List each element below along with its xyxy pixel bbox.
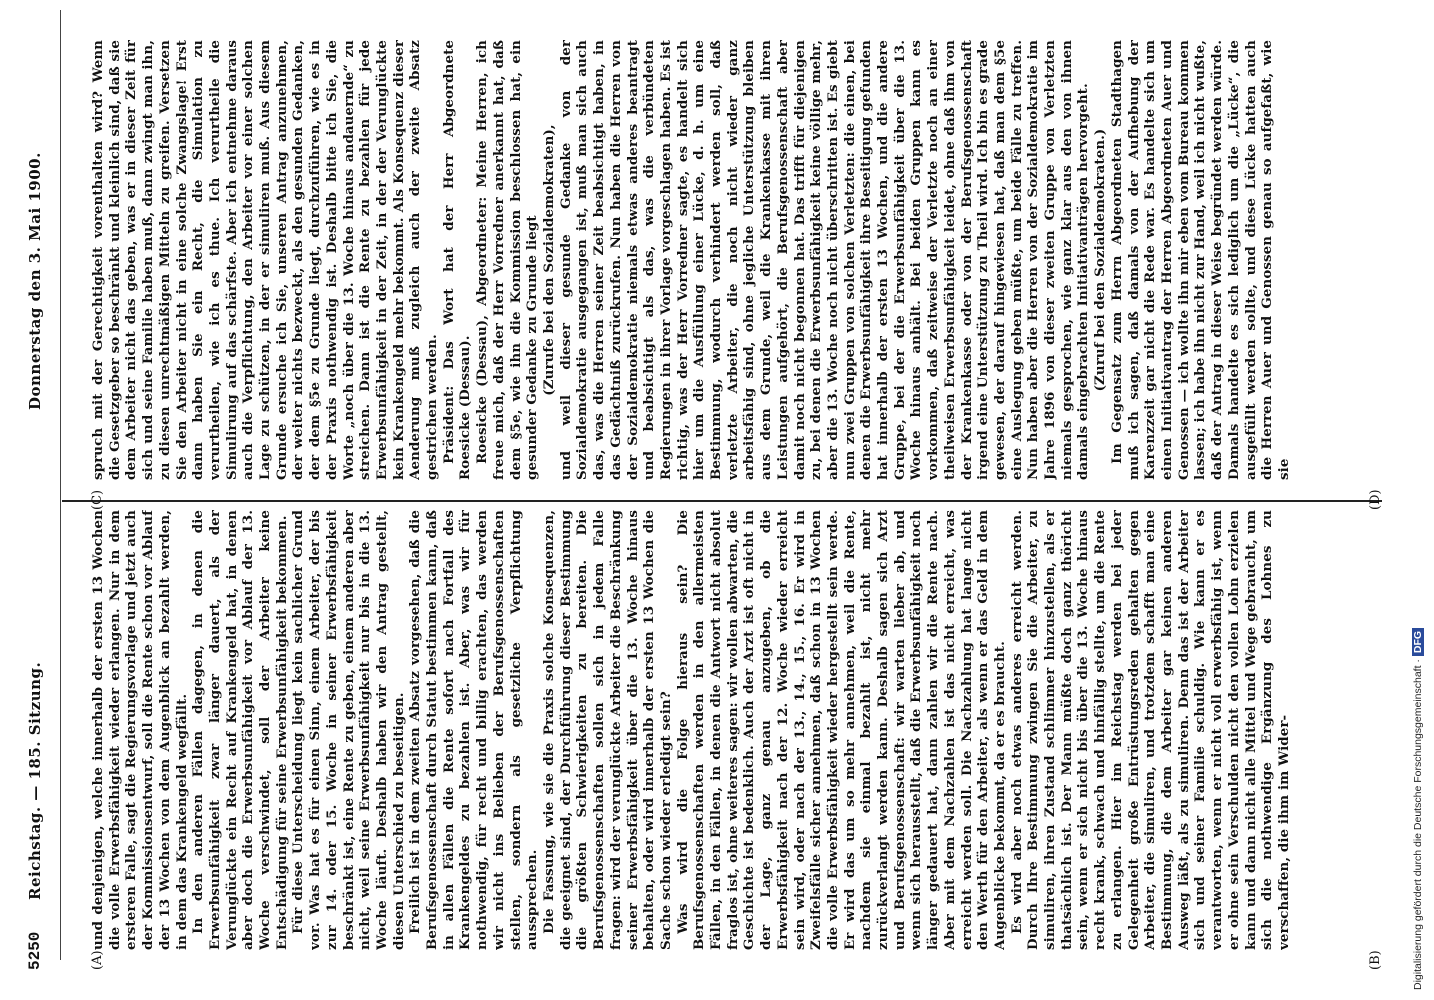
dfg-logo: DFG: [1412, 628, 1424, 656]
margin-marker-c: (C): [90, 489, 105, 510]
paragraph: Freilich ist in dem zweiten Absatz vorgesehen, daß die Berufsgenossenschaft durch Statut bestimmen kann, daß in allen Fällen die Rente sofort nach Fortfall des Krankengeldes zu bezahlen ist. Aber, was wir für nothwendig, für recht und billig erachten, das werden wir nicht ins Belieben der Berufsgenossenschaften stellen, sondern als gesetzliche Verpflichtung aussprechen.: [407, 510, 541, 950]
margin-marker-a: (A): [90, 950, 105, 970]
paragraph: und weil dieser gesunde Gedanke von der Sozialdemokratie ausgegangen ist, muß man sich auch das, was die Herren seiner Zeit beabsichtigt haben, in das Gedächtniß zurückrufen. Nun haben die Herren von der Sozialdemokratie niemals etwas anderes beantragt und beabsichtigt als das, was die verbündeten Regierungen in ihrer Vorlage vorgeschlagen haben. Es ist richtig, was der Herr Vorredner sagte, es handelt sich hier um die Ausfüllung einer Lücke, d. h. um eine Bestimmung, wodurch verhindert werden soll, daß verletzte Arbeiter, die noch nicht wieder ganz arbeitsfähig sind, ohne jegliche Unterstützung bleiben aus dem Grunde, weil die Krankenkasse mit ihren Leistungen aufgehört, die Berufsgenossenschaft aber damit noch nicht begonnen hat. Das trifft für diejenigen zu, bei denen die Erwerbsunfähigkeit keine völlige mehr, aber die 13. Woche noch nicht überschritten ist. Es giebt nun zwei Gruppen von solchen Verletzten: die einen, bei denen die Erwerbsunfähigkeit ihre Beseitigung gefunden hat innerhalb der ersten 13 Wochen, und die andere Gruppe, bei der die Erwerbsunfähigkeit über die 13. Woche hinaus anhält. Bei beiden Gruppen kann es vorkommen, daß zeitweise der Verletzte noch an einer theilweisen Erwerbsunfähigkeit leidet, ohne daß ihm von der Krankenkasse oder von der Berufsgenossenschaft irgend eine Unterstützung zu Theil wird. Ich bin es grade gewesen, der darauf hingewiesen hat, daß man dem §5e eine Auslegung geben müßte, um beide Fälle zu treffen. Nun haben aber die Herren von der Sozialdemokratie im Jahre 1896 von dieser zweiten Gruppe von Verletzten niemals gesprochen, wie ganz klar aus den von ihnen damals eingebrachten Initiativanträgen hervorgeht.: [557, 40, 1092, 480]
paragraph: In den anderen Fällen dagegen, in denen die Erwerbsunfähigkeit zwar länger dauert, als der Verunglückte ein Recht auf Krankengeld hat, in denen aber doch die Erwerbsunfähigkeit vor Ablauf der 13. Woche verschwindet, soll der Arbeiter keine Entschädigung für seine Erwerbsunfähigkeit bekommen.: [190, 510, 290, 950]
column-divider: [62, 500, 1382, 502]
interjection: (Zuruf bei den Sozialdemokraten.): [1092, 128, 1109, 392]
speaker-intro: Präsident: Das Wort hat der Herr Abgeordnete Roesicke (Dessau).: [440, 40, 474, 480]
speaker-paragraph: Roesicke (Dessau), Abgeordneter: Meine Herren, ich freue mich, daß der Herr Vorredner anerkannt hat, daß dem §5e, wie ihn die Kommission beschlossen hat, ein gesunder Gedanke zu Grunde liegt: [474, 40, 541, 480]
paragraph: spruch mit der Gerechtigkeit vorenthalten wird? Wenn die Gesetzgeber so beschränkt und kleinlich sind, daß sie dem Arbeiter nicht das geben, was er in dieser Zeit für sich und seine Familie haben muß, dann zwingt man ihn, zu diesen unrechtmäßigen Mitteln zu greifen. Versetzen Sie den Arbeiter nicht in eine solche Zwangslage! Erst dann haben Sie ein Recht, die Simulation zu verurtheilen, wie ich es thue. Ich verurtheile die Simulirung auf das schärfste. Aber ich entnehme daraus auch die Verpflichtung, den Arbeiter vor einer solchen Lage zu schützen, in der er simuliren muß. Aus diesem Grunde ersuche ich Sie, unseren Antrag anzunehmen, der weiter nichts bezweckt, als den gesunden Gedanken, der dem §5e zu Grunde liegt, durchzuführen, wie es in der Praxis nothwendig ist. Deshalb bitte ich Sie, die Worte „noch über die 13. Woche hinaus andauernde“ zu streichen. Dann ist die Rente zu bezahlen für jede Erwerbsunfähigkeit in der Zeit, in der der Verunglückte kein Krankengeld mehr bekommt. Als Konsequenz dieser Aenderung muß zugleich auch der zweite Absatz gestrichen werden.: [90, 40, 441, 480]
credit-text: Digitalisierung gefördert durch die Deutsche Forschungsgemeinschaft: [1412, 665, 1424, 990]
paragraph: Was wird die Folge hieraus sein? Die Berufsgenossenschaften werden in den allermeisten Fällen, in den Fällen, in denen die Antwort nicht absolut fraglos ist, ohne weiteres sagen: wir wollen abwarten, die Geschichte ist bedenklich. Auch der Arzt ist oft nicht in der Lage, ganz genau anzugeben, ob die Erwerbsfähigkeit nach der 12. Woche wieder erreicht sein wird, oder nach der 13., 14., 15., 16. Er wird in Zweifelsfälle sicher annehmen, daß schon in 13 Wochen die volle Erwerbsfähigkeit wieder hergestellt sein werde. Er wird das um so mehr annehmen, weil die Rente, nachdem sie einmal bezahlt ist, nicht mehr zurückverlangt werden kann. Deshalb sagen sich Arzt und Berufsgenossenschaft: wir warten lieber ab, und wenn sich herausstellt, daß die Erwerbsunfähigkeit noch länger gedauert hat, dann zahlen wir die Rente nach. Aber mit dem Nachzahlen ist das nicht erreicht, was erreicht werden soll. Die Nachzahlung hat lange nicht den Werth für den Arbeiter, als wenn er das Geld in dem Augenblicke bekommt, da er es braucht.: [674, 510, 1008, 950]
paragraph: Für diese Unterscheidung liegt kein sachlicher Grund vor. Was hat es für einen Sinn, einem Arbeiter, der bis zur 14. oder 15. Woche in seiner Erwerbsfähigkeit beschränkt ist, eine Rente zu geben, einem anderen aber nicht, weil seine Erwerbsunfähigkeit nur bis in die 13. Woche läuft. Deshalb haben wir den Antrag gestellt, diesen Unterschied zu beseitigen.: [290, 510, 407, 950]
margin-marker-b: (B): [1368, 950, 1383, 970]
paragraph: Die Fassung, wie sie die Praxis solche Konsequenzen, die geeignet sind, der Durchführung dieser Bestimmung die größten Schwierigkeiten zu bereiten. Die Berufsgenossenschaften sollen sich in jedem Falle fragen: wird der verunglückte Arbeiter die Beschränkung seiner Erwerbsfähigkeit über die 13. Woche hinaus behalten, oder wird innerhalb der ersten 13 Wochen die Sache schon wieder erledigt sein?: [540, 510, 674, 950]
margin-marker-d: (D): [1368, 489, 1383, 510]
page-header: [18, 10, 58, 970]
paragraph: Es wird aber noch etwas anderes erreicht werden. Durch Ihre Bestimmung zwingen Sie die Arbeiter, zu simuliren, ihren Zustand schlimmer hinzustellen, als er thatsächlich ist. Der Mann müßte doch ganz thöricht sein, wenn er sich nicht bis über die 13. Woche hinaus recht krank, schwach und hinfällig stellte, um die Rente zu erlangen. Hier im Reichstag werden bei jeder Gelegenheit große Entrüstungsreden gehalten gegen Arbeiter, die simuliren, und trotzdem schafft man eine Bestimmung, die dem Arbeiter gar keinen anderen Ausweg läßt, als zu simuliren. Denn das ist der Arbeiter sich und seiner Familie schuldig. Wie kann er es verantworten, wenn er nicht voll erwerbsfähig ist, wenn er ohne sein Verschulden nicht den vollen Lohn erzielen kann und dann nicht alle Mittel und Wege gebraucht, um sich die nothwendige Ergänzung des Lohnes zu verschaffen, die ihm im Wider-: [1008, 510, 1292, 950]
paragraph: Im Gegensatz zum Herrn Abgeordneten Stadthagen muß ich sagen, daß damals von der Aufhebung der Karenzzeit gar nicht die Rede war. Es handelte sich um einen Initiativantrag der Herren Abgeordneten Auer und Genossen — ich wollte ihn mir eben vom Bureau kommen lassen; ich habe ihn nicht zur Hand, weil ich nicht wußte, daß der Antrag in dieser Weise begründet werden würde. Damals handelte es sich lediglich um die „Lücke“, die ausgefüllt werden sollte, und diese Lücke hatten auch die Herren Auer und Genossen genau so aufgefaßt, wie sie: [1108, 40, 1292, 480]
text-column-left: [90, 510, 1370, 950]
paragraph: und denjenigen, welche innerhalb der ersten 13 Wochen die volle Erwerbsfähigkeit wieder erlangen. Nur in dem ersteren Falle, sagt die Regierungsvorlage und jetzt auch der Kommissionsentwurf, soll die Rente schon vor Ablauf der 13 Wochen von dem Augenblick an bezahlt werden, in dem das Krankengeld wegfällt.: [90, 510, 190, 950]
session-date: Donnerstag den 3. Mai 1900.: [26, 152, 44, 410]
session-title: Reichstag. — 185. Sitzung.: [26, 661, 44, 900]
interjection: (Zurufe bei den Sozialdemokraten),: [540, 124, 557, 396]
page-number: 5250: [26, 931, 44, 970]
text-column-right: [90, 40, 1370, 480]
digitization-credit: Digitalisierung gefördert durch die Deutsche Forschungsgemeinschaft · DFG: [1410, 0, 1434, 1000]
header-rule: [60, 10, 61, 960]
